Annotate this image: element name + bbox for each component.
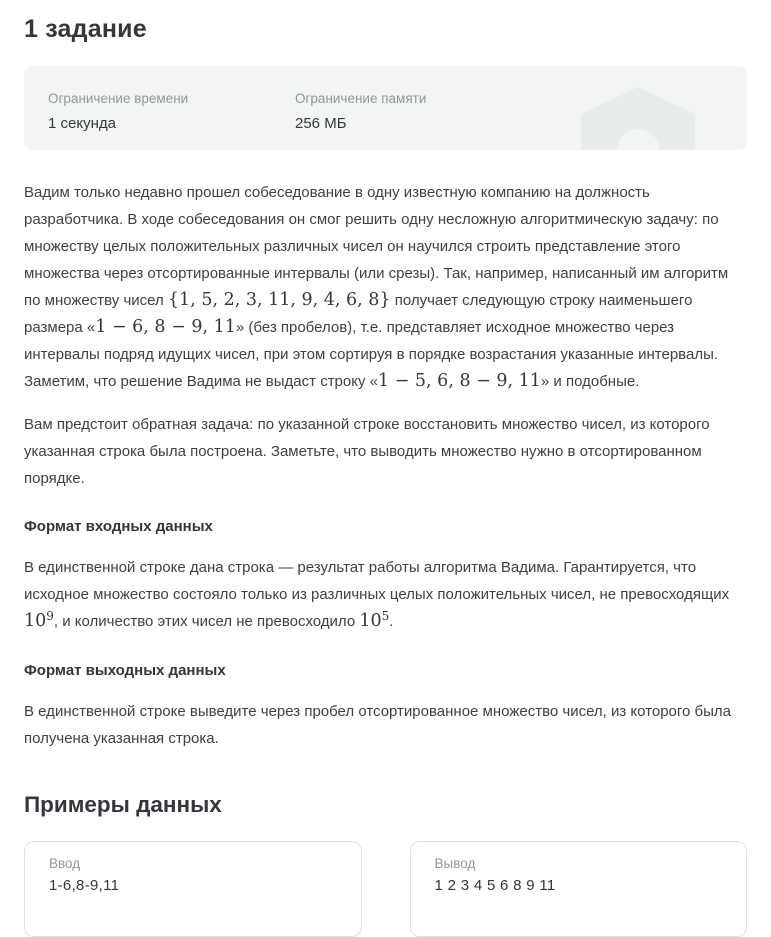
house-watermark-icon: [578, 87, 698, 150]
limits-card: [24, 66, 747, 150]
time-limit-block: [48, 90, 295, 150]
house-shape: [581, 87, 695, 150]
statement-paragraph-1: Вадим только недавно прошел собеседование в одну известную компанию на должность разработчика. В ходе собеседования он смог решить одну несложную алгоритмическую задачу: по множеству целых положительных различных чисел он научился строить представление этого множества через отсортированные интервалы (или срезы). Так, например, написанный им алгоритм по множеству чисел {1, 5, 2, 3, 11, 9, 4, 6, 8} получает следующую строку наименьшего размера «1 − 6, 8 − 9, 11» (без пробелов), т.е. представляет исходное множество через интервалы подряд идущих чисел, при этом сортируя в порядке возрастания указанные интервалы. Заметим, что решение Вадима не выдаст строку «1 − 5, 6, 8 − 9, 11» и подобные.: [24, 184, 729, 391]
statement-paragraph-2: Вам предстоит обратная задача: по указанной строке восстановить множество чисел, из которого указанная строка была построена. Заметьте, что выводить множество нужно в отсортированном порядке.: [24, 416, 710, 487]
input-format-heading: Формат входных данных: [24, 518, 213, 535]
time-limit-label: Ограничение времени: [48, 91, 189, 106]
samples-heading: Примеры данных: [24, 792, 222, 817]
memory-limit-block: [295, 90, 426, 150]
problem-statement: [24, 179, 747, 752]
sample-output-card: [410, 841, 748, 937]
sample-input-label: Ввод: [49, 856, 81, 871]
samples-row: [24, 841, 747, 937]
page-title: 1 задание: [24, 15, 147, 43]
output-format-paragraph: В единственной строке выведите через пробел отсортированное множество чисел, из которого была получена указанная строка.: [24, 703, 732, 747]
sample-output-value: 1 2 3 4 5 6 8 9 11: [434, 877, 556, 894]
sample-input-value: 1-6,8-9,11: [49, 877, 120, 894]
sample-output-label: Вывод: [434, 856, 476, 871]
memory-limit-value: 256 МБ: [295, 115, 347, 132]
input-format-paragraph: В единственной строке дана строка — результат работы алгоритма Вадима. Гарантируется, что исходное множество состояло только из различных целых положительных чисел, не превосходящих $10^9$, и количество этих чисел не превосходило $10^5$.: [24, 559, 730, 631]
memory-limit-label: Ограничение памяти: [295, 91, 427, 106]
output-format-heading: Формат выходных данных: [24, 662, 226, 679]
sample-input-card: [24, 841, 362, 937]
time-limit-value: 1 секунда: [48, 115, 116, 132]
